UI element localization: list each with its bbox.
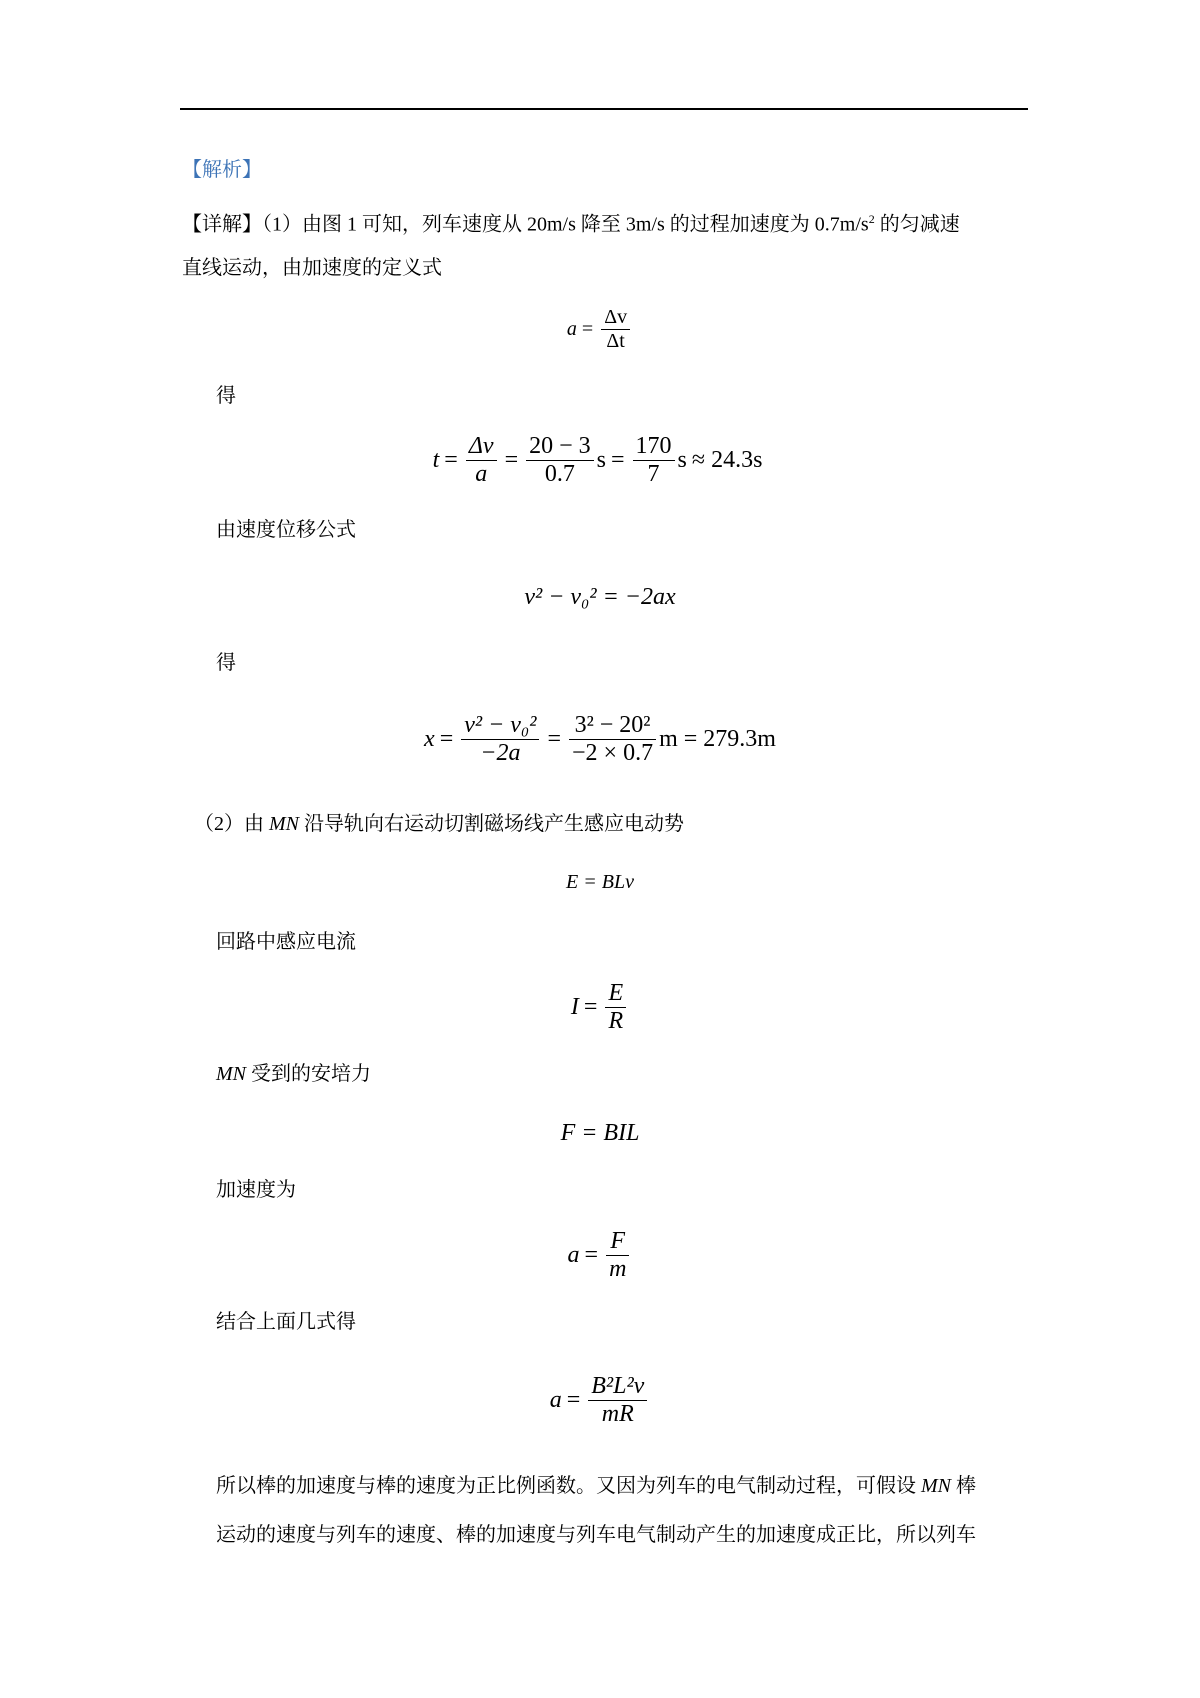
- eq1-fraction: [601, 306, 630, 353]
- text-acceleration: 加速度为: [216, 1179, 296, 1201]
- eq4-fraction-2: [569, 712, 656, 767]
- eq4-f1-num: v² − v₀²: [461, 712, 539, 740]
- eq2-fraction-1: [466, 433, 497, 488]
- text-current: 回路中感应电流: [216, 931, 356, 953]
- part2-mn: MN: [269, 813, 299, 835]
- eq1-den: Δt: [606, 330, 625, 352]
- eq2-f1-den: a: [475, 461, 488, 487]
- eq6-fraction: [605, 980, 626, 1035]
- conclusion-lead: 所以棒的加速度与棒的速度为正比例函数。又因为列车的电气制动过程，可假设: [216, 1475, 921, 1497]
- conclusion-mn: MN: [921, 1475, 951, 1497]
- eq4-f2-den: −2 × 0.7: [572, 740, 654, 766]
- detail-tag: 【详解】: [182, 213, 262, 236]
- eq2-f3-den: 7: [647, 461, 660, 487]
- analysis-label: 解析: [202, 159, 242, 181]
- equation-combined: a = $\frac{\text{B²L²v}}{mR}$: [0, 1373, 1200, 1428]
- equation-ampere-force: F = BIL: [560, 1120, 640, 1146]
- eq8-lhs: a: [567, 1242, 580, 1268]
- part2-lead: （2）由: [194, 813, 269, 835]
- eq2-unit-1: s: [596, 447, 606, 473]
- equation-accel-definition: a = $\frac{\Delta v}{\Delta t}$: [0, 306, 1200, 353]
- eq9-num: B²L²v: [588, 1373, 647, 1401]
- analysis-heading: [182, 158, 262, 182]
- eq9-fraction: [588, 1373, 647, 1428]
- part2-paragraph: [194, 812, 684, 836]
- part2-tail: 沿导轨向右运动切割磁场线产生感应电动势: [299, 813, 684, 835]
- equation-newton: a = $\frac{F}{m}$: [0, 1228, 1200, 1283]
- eq9-lhs: a: [549, 1387, 562, 1413]
- detail-part1-tail: 的匀减速: [874, 213, 960, 236]
- eq2-fraction-2: [526, 433, 594, 488]
- eq2-f2-den: 0.7: [544, 461, 575, 487]
- eq1-lhs: a: [566, 318, 577, 340]
- text-de-2: 得: [216, 652, 236, 674]
- eq2-f1-num: Δv: [466, 433, 497, 461]
- ampere-paragraph: [216, 1062, 371, 1086]
- bracket-open: 【: [182, 159, 202, 181]
- detail-paragraph-line2: 直线运动，由加速度的定义式: [182, 257, 442, 279]
- equation-current: I = $\frac{E}{R}$: [0, 980, 1200, 1035]
- conclusion-line2: 运动的速度与列车的速度、棒的加速度与列车电气制动产生的加速度成正比，所以列车: [216, 1524, 976, 1546]
- eq4-f2-num: 3² − 20²: [569, 712, 656, 740]
- eq2-result: ≈ 24.3s: [691, 447, 763, 473]
- eq2-f2-num: 20 − 3: [526, 433, 594, 461]
- ampere-mn: MN: [216, 1063, 246, 1085]
- eq9-den: mR: [601, 1401, 634, 1427]
- eq4-fraction-1: [461, 712, 539, 767]
- eq6-num: E: [605, 980, 626, 1008]
- header-rule: [180, 108, 1028, 110]
- ampere-tail: 受到的安培力: [246, 1063, 371, 1085]
- detail-part1-sup: 2: [868, 212, 875, 226]
- eq4-lhs: x: [424, 726, 435, 752]
- conclusion-tail: 棒: [951, 1475, 976, 1497]
- eq2-lhs: t: [432, 447, 440, 473]
- eq1-num: Δv: [601, 306, 630, 330]
- conclusion-line1: [216, 1474, 976, 1498]
- equation-time: t = $\frac{\Delta v}{a}$ = $\frac{20 - 3}{0.7}$ s = $\frac{170}{7}$ s ≈ 24.3s: [432, 433, 763, 487]
- eq2-unit-2: s: [677, 447, 687, 473]
- equation-emf: E = BLv: [566, 871, 634, 893]
- eq4-f1-den: −2a: [480, 740, 521, 766]
- detail-paragraph-line1: [182, 207, 960, 237]
- equation-displacement: x = $\frac{\text{v² − v₀²}}{-2a}$ = $\frac{\text{3² − 20²}}{-2 \times 0.7}$ m = 279.3m: [424, 712, 776, 766]
- equation-velocity-displacement: v² − v₀² = −2ax: [524, 584, 676, 610]
- text-de-1: 得: [216, 385, 236, 407]
- detail-part1-lead: （1）由图 1 可知，列车速度从 20m/s 降至 3m/s 的过程加速度为 0.7m/s: [262, 213, 869, 236]
- eq6-den: R: [608, 1008, 624, 1034]
- eq4-result: m = 279.3m: [659, 726, 776, 752]
- eq2-f3-num: 170: [633, 433, 675, 461]
- eq8-fraction: [606, 1228, 629, 1283]
- eq2-fraction-3: [633, 433, 675, 488]
- bracket-close: 】: [242, 159, 262, 181]
- eq8-num: F: [606, 1228, 629, 1256]
- eq8-den: m: [609, 1256, 627, 1282]
- text-velocity-formula: 由速度位移公式: [216, 519, 356, 541]
- eq6-lhs: I: [570, 994, 579, 1020]
- text-combine: 结合上面几式得: [216, 1311, 356, 1333]
